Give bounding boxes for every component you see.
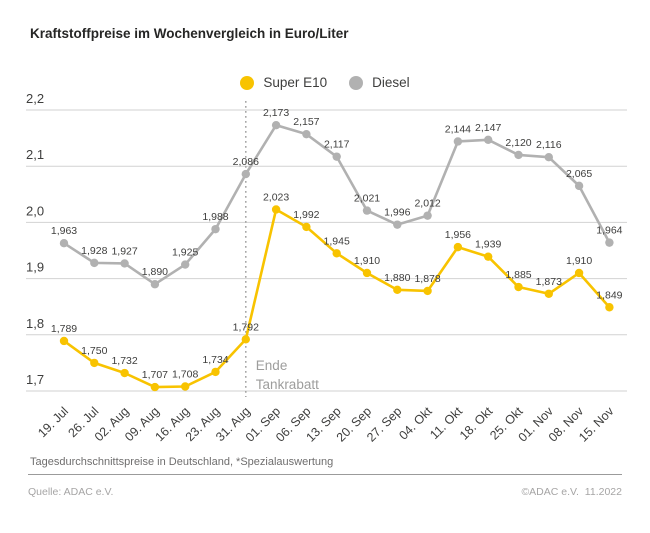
super-e10-data-point — [90, 359, 98, 367]
super-e10-data-point-label: 1,789 — [50, 322, 78, 335]
super-e10-data-point-label: 1,873 — [535, 275, 562, 288]
diesel-data-point-label: 1,996 — [384, 206, 411, 219]
super-e10-data-point — [575, 269, 583, 277]
copyright-label: ©ADAC e.V. 11.2022 — [521, 486, 622, 498]
x-axis-tick-label: 19. Jul — [35, 404, 72, 441]
super-e10-data-point-label: 1,708 — [172, 368, 199, 381]
diesel-data-point — [181, 260, 189, 268]
super-e10-data-point — [242, 335, 250, 343]
super-e10-data-point-label: 2,023 — [262, 191, 290, 204]
super-e10-data-point — [363, 269, 371, 277]
diesel-data-point-label: 1,925 — [172, 246, 199, 259]
x-axis-tick-label: 15. Nov — [576, 404, 617, 445]
y-axis-tick-label: 2,1 — [26, 147, 45, 163]
diesel-data-point — [120, 259, 128, 267]
super-e10-data-point — [181, 382, 189, 390]
diesel-data-point-label: 2,147 — [475, 121, 502, 134]
legend-label-diesel: Diesel — [372, 75, 410, 90]
super-e10-data-point-label: 1,849 — [596, 289, 623, 302]
x-axis-tick-label: 27. Sep — [364, 404, 405, 445]
source-label: Quelle: ADAC e.V. — [28, 486, 114, 498]
footer-bar — [28, 486, 622, 498]
footer-divider — [28, 474, 622, 475]
super-e10-data-point-label: 1,910 — [353, 254, 381, 267]
super-e10-data-point — [211, 368, 219, 376]
super-e10-data-point — [514, 283, 522, 291]
super-e10-data-point-label: 1,707 — [141, 369, 169, 382]
x-axis-tick-label: 02. Aug — [91, 404, 132, 445]
diesel-data-point-label: 2,065 — [565, 167, 593, 180]
super-e10-data-point-label: 1,910 — [565, 254, 593, 267]
y-axis-tick-label: 2,2 — [26, 91, 45, 106]
diesel-data-point-label: 2,173 — [262, 107, 290, 120]
diesel-data-point — [151, 280, 159, 288]
annotation-ende-tankrabatt: Ende — [255, 358, 288, 373]
diesel-data-point — [272, 121, 280, 129]
x-axis-tick-label: 09. Aug — [122, 404, 163, 445]
super-e10-data-point-label: 1,750 — [81, 344, 108, 357]
y-axis-tick-label: 1,8 — [26, 315, 45, 331]
diesel-data-point — [60, 239, 68, 247]
super-e10-data-point — [484, 252, 492, 260]
x-axis-tick-label: 11. Okt — [427, 404, 466, 442]
diesel-data-point — [242, 170, 250, 178]
x-axis-tick-label: 18. Okt — [456, 404, 496, 443]
x-axis-tick-label: 01. Sep — [242, 404, 284, 445]
diesel-data-point-label: 1,963 — [50, 225, 78, 238]
diesel-data-point-label: 2,021 — [353, 192, 381, 205]
diesel-data-point — [514, 151, 522, 159]
super-e10-data-point-label: 1,878 — [414, 272, 441, 285]
diesel-data-point-label: 1,927 — [111, 245, 138, 258]
diesel-data-point — [90, 259, 98, 267]
x-axis-tick-label: 06. Sep — [273, 404, 314, 445]
super-e10-data-point-label: 1,945 — [323, 235, 350, 248]
diesel-data-point-label: 1,928 — [81, 244, 108, 257]
super-e10-data-point — [605, 303, 613, 311]
chart-footnote: Tagesdurchschnittspreise in Deutschland, *Spezialauswertung — [30, 456, 334, 468]
x-axis-tick-label: 23. Aug — [182, 404, 223, 445]
super-e10-data-point-label: 1,956 — [444, 229, 472, 242]
x-axis-tick-label: 13. Sep — [303, 404, 344, 445]
x-axis-tick-label: 01. Nov — [515, 404, 556, 445]
diesel-data-point-label: 2,086 — [232, 156, 259, 169]
diesel-data-point-label: 2,157 — [293, 116, 320, 129]
x-axis-tick-label: 31. Aug — [213, 404, 253, 445]
super-e10-data-point-label: 1,939 — [475, 238, 502, 251]
diesel-data-point — [605, 238, 613, 246]
diesel-data-point-label: 2,116 — [536, 139, 562, 152]
diesel-data-point — [211, 225, 219, 233]
y-axis-tick-label: 1,7 — [26, 372, 45, 387]
x-axis-tick-label: 08. Nov — [545, 404, 587, 445]
super-e10-data-point-label: 1,880 — [384, 271, 411, 284]
x-axis-tick-label: 26. Jul — [65, 404, 102, 441]
diesel-data-point-label: 2,120 — [505, 136, 532, 149]
super-e10-data-point-label: 1,792 — [232, 321, 259, 334]
x-axis-tick-label: 16. Aug — [152, 404, 193, 445]
diesel-data-point-label: 1,964 — [596, 224, 623, 237]
diesel-data-point-label: 2,144 — [444, 123, 472, 136]
diesel-data-point — [393, 220, 401, 228]
diesel-data-point — [333, 152, 341, 160]
super-e10-data-point — [151, 383, 159, 391]
annotation-ende-tankrabatt: Tankrabatt — [255, 377, 319, 392]
super-e10-data-point — [333, 249, 341, 257]
diesel-data-point — [545, 153, 553, 161]
super-e10-data-point-label: 1,734 — [202, 353, 229, 366]
diesel-data-point-label: 2,012 — [414, 197, 441, 210]
diesel-data-point — [302, 130, 310, 138]
diesel-data-point — [363, 206, 371, 214]
y-axis-tick-label: 1,9 — [26, 259, 45, 275]
diesel-data-point — [454, 137, 462, 145]
diesel-data-point-label: 1,890 — [141, 266, 169, 279]
super-e10-data-point — [423, 287, 431, 295]
legend-label-super-e10: Super E10 — [263, 75, 328, 90]
diesel-data-point-label: 1,988 — [202, 211, 229, 224]
super-e10-data-point — [302, 223, 310, 231]
chart-title: Kraftstoffpreise im Wochenvergleich in Euro/Liter — [30, 26, 349, 41]
super-e10-data-point-label: 1,732 — [111, 355, 138, 368]
x-axis-tick-label: 04. Okt — [396, 404, 435, 443]
super-e10-data-point — [272, 205, 280, 213]
super-e10-data-point — [393, 286, 401, 294]
y-axis-tick-label: 2,0 — [26, 203, 45, 219]
super-e10-data-point — [545, 290, 553, 298]
super-e10-data-point — [60, 337, 68, 345]
super-e10-data-point-label: 1,992 — [293, 208, 320, 221]
super-e10-data-point — [454, 243, 462, 251]
diesel-data-point — [484, 136, 492, 144]
diesel-data-point — [575, 182, 583, 190]
super-e10-data-point-label: 1,885 — [505, 269, 532, 282]
x-axis-tick-label: 25. Okt — [487, 404, 526, 443]
super-e10-data-point — [120, 369, 128, 377]
x-axis-tick-label: 20. Sep — [333, 404, 375, 445]
diesel-data-point-label: 2,117 — [323, 138, 350, 151]
diesel-data-point — [423, 211, 431, 219]
